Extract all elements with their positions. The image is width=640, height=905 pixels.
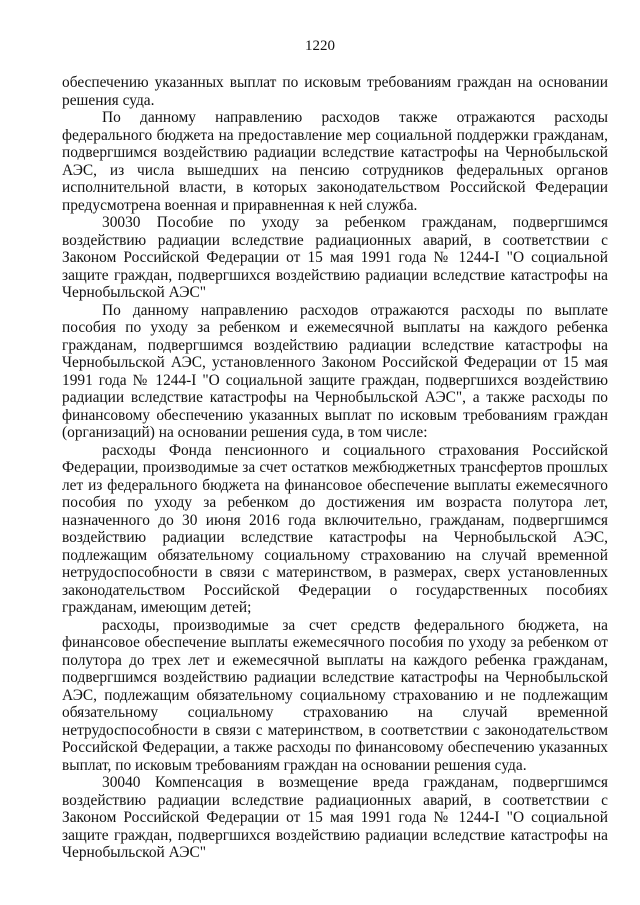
paragraph-fund-expenses: расходы Фонда пенсионного и социального страхования Российской Федерации, производимые за счет остатков межбюджетных трансфертов прошлых лет из федерального бюджета на финансовое обеспечение выплаты ежемесячного пособия по уходу за ребенком до достижения им возраста полутора лет, назначенного до 30 июня 2016 года включительно, гражданам, подвергшимся воздействию радиации вследствие катастрофы на Чернобыльской АЭС, подлежащим обязательному социальному страхованию на случай временной нетрудоспособности в связи с материнством, в размерах, сверх установленных законодательством Российской Федерации о государственных пособиях гражданам, имеющим детей; [62,441,608,616]
document-body [62,74,608,862]
paragraph-federal-budget-expenses: По данному направлению расходов также отражаются расходы федерального бюджета на предоставление мер социальной поддержки гражданам, подвергшимся воздействию радиации вследствие катастрофы на Чернобыльской АЭС, из числа вышедших на пенсию сотрудников федеральных органов исполнительной власти, в которых законодательством Российской Федерации предусмотрена военная и приравненная к ней служба. [62,109,608,214]
paragraph-continuation: обеспечению указанных выплат по исковым требованиям граждан на основании решения суда. [62,74,608,109]
paragraph-30030-description: По данному направлению расходов отражаются расходы по выплате пособия по уходу за ребенком и ежемесячной выплаты на каждого ребенка гражданам, подвергшимся воздействию радиации вследствие катастрофы на Чернобыльской АЭС, установленного Законом Российской Федерации от 15 мая 1991 года № 1244-I "О социальной защите граждан, подвергшихся воздействию радиации вследствие катастрофы на Чернобыльской АЭС", а также расходы по финансовому обеспечению указанных выплат по исковым требованиям граждан (организаций) на основании решения суда, в том числе: [62,301,608,441]
paragraph-federal-budget-payments: расходы, производимые за счет средств федерального бюджета, на финансовое обеспечение выплаты ежемесячного пособия по уходу за ребенком от полутора до трех лет и ежемесячной выплаты на каждого ребенка гражданам, подвергшимся воздействию радиации вследствие катастрофы на Чернобыльской АЭС, подлежащим обязательному социальному страхованию и не подлежащим обязательному социальному страхованию на случай временной нетрудоспособности в связи с материнством, в соответствии с законодательством Российской Федерации, а также расходы по финансовому обеспечению указанных выплат, по исковым требованиям граждан на основании решения суда. [62,616,608,774]
paragraph-code-30030-heading: 30030 Пособие по уходу за ребенком гражданам, подвергшимся воздействию радиации вследствие радиационных аварий, в соответствии с Законом Российской Федерации от 15 мая 1991 года № 1244-I "О социальной защите граждан, подвергшихся воздействию радиации вследствие катастрофы на Чернобыльской АЭС" [62,214,608,301]
paragraph-code-30040-heading: 30040 Компенсация в возмещение вреда гражданам, подвергшимся воздействию радиации вследствие радиационных аварий, в соответствии с Законом Российской Федерации от 15 мая 1991 года № 1244-I "О социальной защите граждан, подвергшихся воздействию радиации вследствие катастрофы на Чернобыльской АЭС" [62,774,608,861]
page-number: 1220 [305,38,335,54]
